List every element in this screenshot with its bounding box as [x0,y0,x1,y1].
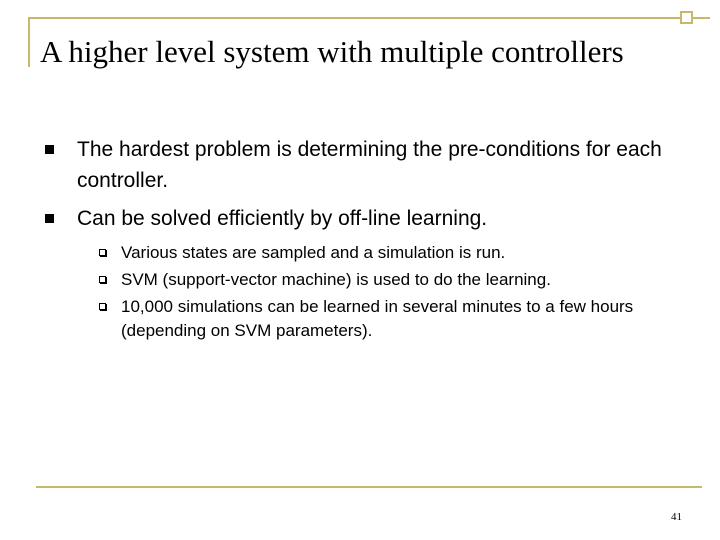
filled-square-bullet-icon [45,145,54,154]
sub-bullet-text-2: SVM (support-vector machine) is used to do the learning. [121,270,551,289]
bullet-text-1: The hardest problem is determining the pre-conditions for each controller. [77,138,662,192]
corner-square-ornament [680,11,693,24]
hollow-square-bullet-icon [99,249,106,256]
sub-bullet-item-1 [45,241,685,265]
sub-bullet-item-3 [45,295,685,343]
page-number: 41 [671,511,682,523]
filled-square-bullet-icon [45,214,54,223]
slide-title: A higher level system with multiple controllers [40,34,624,69]
top-rule-line [28,17,710,19]
left-rule-line [28,17,30,67]
sub-bullet-text-1: Various states are sampled and a simulation is run. [121,243,506,262]
sub-bullet-text-3: 10,000 simulations can be learned in several minutes to a few hours (depending on SVM parameters). [121,297,634,340]
bullet-text-2: Can be solved efficiently by off-line learning. [77,207,488,230]
sub-bullet-list [45,241,685,343]
sub-bullet-item-2 [45,268,685,292]
slide-body [45,134,685,346]
bullet-item-1 [45,134,685,196]
hollow-square-bullet-icon [99,303,106,310]
bottom-rule-line [36,486,702,488]
hollow-square-bullet-icon [99,276,106,283]
bullet-item-2 [45,203,685,234]
